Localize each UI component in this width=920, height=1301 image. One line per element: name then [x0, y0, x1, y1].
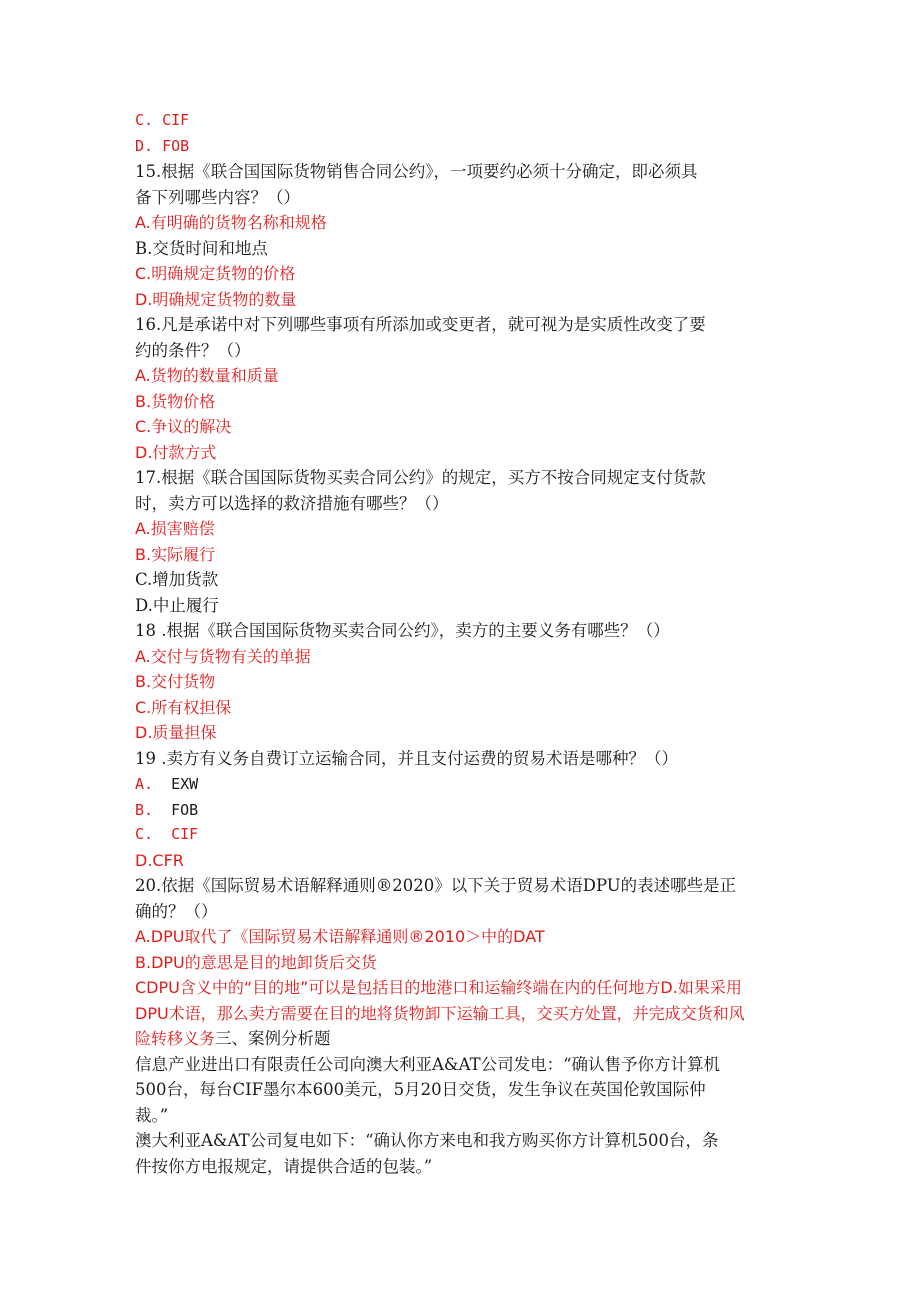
- answer-option: D.CFR: [135, 850, 184, 870]
- question-line: 备下列哪些内容？（）: [135, 187, 300, 207]
- option-line: C. CIF: [135, 111, 190, 129]
- question-line: 20.依据《国际贸易术语解释通则®2020》以下关于贸易术语DPU的表述哪些是正: [135, 876, 737, 895]
- question-line: 17.根据《联合国国际货物买卖合同公约》的规定，买方不按合同规定支付货款: [135, 468, 706, 487]
- answer-option: B.DPU的意思是目的地卸货后交货: [135, 952, 377, 972]
- answer-option: A.损害赔偿: [135, 519, 215, 538]
- question-line: 约的条件？（）: [135, 340, 251, 360]
- mixed-line: [135, 1026, 785, 1052]
- option-line: C.增加货款: [135, 570, 219, 589]
- answer-option: C.明确规定货物的价格: [135, 264, 296, 283]
- answer-option: D.付款方式: [135, 442, 217, 462]
- case-text-line: 500台，每台CIF墨尔本600美元，5月20日交货，发生争议在英国伦敦国际仲: [135, 1080, 706, 1099]
- answer-option: A.DPU取代了《国际贸易术语解释通则®2010＞中的DAT: [135, 927, 545, 946]
- answer-option: D.明确规定货物的数量: [135, 289, 297, 309]
- answer-option: C.争议的解决: [135, 417, 232, 436]
- answer-option: B.货物价格: [135, 391, 216, 411]
- question-line: 时，卖方可以选择的救济措施有哪些？（）: [135, 493, 449, 513]
- option-line: D. FOB: [135, 136, 190, 155]
- answer-option: A.货物的数量和质量: [135, 366, 279, 385]
- answer-tail: 险转移义务: [135, 1029, 216, 1048]
- option-text: FOB: [153, 800, 199, 819]
- option-line: [135, 797, 785, 823]
- option-label: A.: [135, 775, 154, 793]
- question-line: 16.凡是承诺中对下列哪些事项有所添加或变更者，就可视为是实质性改变了要: [135, 315, 706, 334]
- question-line: 18 .根据《联合国国际货物买卖合同公约》，卖方的主要义务有哪些？（）: [135, 621, 670, 640]
- option-text: EXW: [153, 775, 199, 793]
- case-text-line: 裁。”: [135, 1105, 169, 1125]
- case-text-line: 澳大利亚A&AT公司复电如下：“确认你方来电和我方购买你方计算机500台，条: [135, 1131, 719, 1150]
- option-line: B.交货时间和地点: [135, 238, 268, 258]
- answer-option: D.质量担保: [135, 723, 217, 742]
- answer-option: CDPU含义中的“目的地”可以是包括目的地港口和运输终端在内的任何地方D.如果采用: [135, 978, 742, 997]
- answer-option: C. CIF: [135, 825, 199, 843]
- option-line: [135, 771, 785, 797]
- question-line: 确的？（）: [135, 901, 218, 921]
- answer-option: B.实际履行: [135, 544, 216, 564]
- case-text-line: 件按你方电报规定，请提供合适的包装。”: [135, 1156, 433, 1176]
- answer-option: DPU术语，那么卖方需要在目的地将货物卸下运输工具，交买方处置，并完成交货和风: [135, 1003, 745, 1023]
- option-line: D.中止履行: [135, 595, 219, 615]
- question-line: 15.根据《联合国国际货物销售合同公约》，一项要约必须十分确定，即必须具: [135, 162, 698, 181]
- answer-option: C.所有权担保: [135, 697, 232, 717]
- document-body: [135, 108, 785, 1179]
- case-text-line: 信息产业进出口有限责任公司向澳大利亚A&AT公司发电：“确认售予你方计算机: [135, 1054, 721, 1074]
- answer-option: A.有明确的货物名称和规格: [135, 213, 327, 232]
- question-line: 19 .卖方有义务自费订立运输合同，并且支付运费的贸易术语是哪种？（）: [135, 748, 678, 768]
- section-heading: 三、案例分析题: [215, 1029, 331, 1048]
- answer-option: B.交付货物: [135, 672, 216, 691]
- option-label: B.: [135, 800, 154, 819]
- answer-option: A.交付与货物有关的单据: [135, 646, 311, 666]
